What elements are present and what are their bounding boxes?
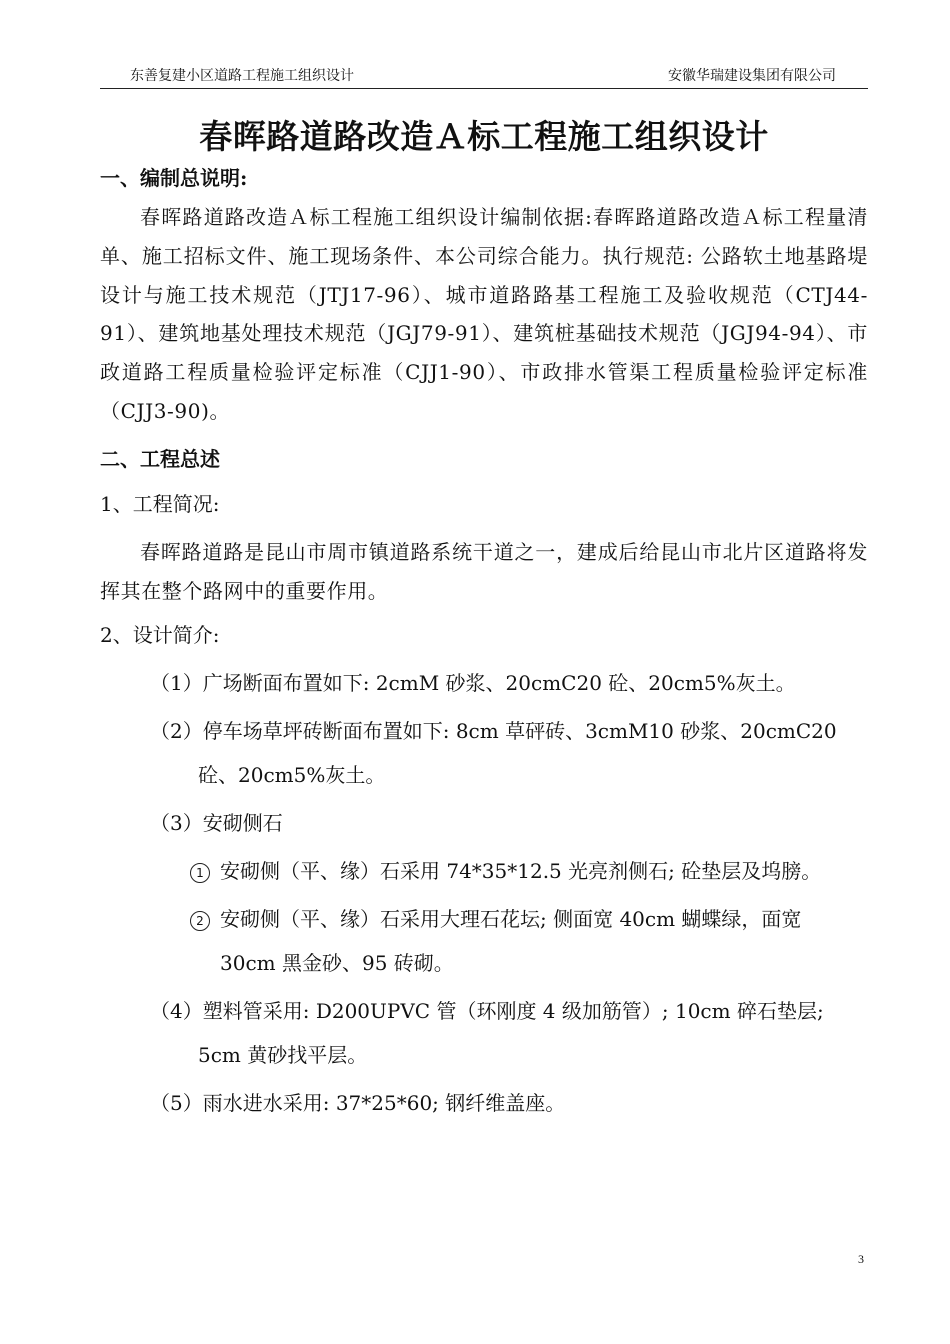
design-item-1: （1）广场断面布置如下: 2cmM 砂浆、20cmC20 砼、20cm5%灰土。	[150, 671, 796, 696]
header-company-name: 安徽华瑞建设集团有限公司	[668, 68, 836, 84]
design-subitem-b-line-1: 安砌侧（平、缘）石采用大理石花坛; 侧面宽 40cm 蝴蝶绿，面宽	[220, 907, 802, 932]
design-item-2	[100, 712, 868, 794]
design-item-4-line-2: 5cm 黄砂找平层。	[198, 1043, 368, 1068]
header-project-name: 东善复建小区道路工程施工组织设计	[130, 68, 354, 84]
document-body	[100, 158, 868, 1122]
design-subitem-b-line-2: 30cm 黑金砂、95 砖砌。	[220, 951, 454, 976]
design-subitem-b	[100, 900, 868, 982]
section-heading-project-overview: 二、工程总述	[100, 446, 220, 471]
design-item-5: （5）雨水进水采用: 37*25*60; 钢纤维盖座。	[150, 1091, 566, 1116]
circled-number-2-icon: 2	[190, 911, 210, 931]
design-subitem-a	[100, 852, 868, 890]
general-notes-paragraph: 春晖路道路改造Ａ标工程施工组织设计编制依据:春晖路道路改造Ａ标工程量清单、施工招标文件、施工现场条件、本公司综合能力。执行规范: 公路软土地基路堤设计与施工技术规范（JTJ17-96）、城市道路路基工程施工及验收规范（CTJ44-91）、建筑地基处理技术规范（JGJ79-91）、建筑桩基础技术规范（JGJ94-94）、市政道路工程质量检验评定标准（CJJ1-90）、市政排水管渠工程质量检验评定标准（CJJ3-90)。	[100, 205, 868, 423]
design-subitem-a-text: 安砌侧（平、缘）石采用 74*35*12.5 光亮剂侧石; 砼垫层及坞膀。	[220, 859, 822, 884]
document-title: 春晖路道路改造Ａ标工程施工组织设计	[199, 117, 769, 156]
circled-number-1-icon: 1	[190, 863, 210, 883]
page-header	[100, 64, 868, 89]
design-item-4-line-1: （4）塑料管采用: D200UPVC 管（环刚度 4 级加筋管）; 10cm 碎石垫层;	[150, 999, 824, 1024]
section-heading-general-notes: 一、编制总说明:	[100, 166, 248, 190]
design-item-2-line-2: 砼、20cm5%灰土。	[198, 763, 386, 788]
design-item-3: （3）安砌侧石	[150, 811, 283, 836]
project-brief-paragraph: 春晖路道路是昆山市周市镇道路系统干道之一，建成后给昆山市北片区道路将发挥其在整个路网中的重要作用。	[100, 539, 868, 603]
design-item-4	[100, 992, 868, 1074]
page-number: 3	[858, 1252, 864, 1266]
subsection-label-design-brief: 2、设计简介:	[100, 623, 220, 648]
design-item-2-line-1: （2）停车场草坪砖断面布置如下: 8cm 草砰砖、3cmM10 砂浆、20cmC20	[150, 719, 837, 744]
subsection-label-project-brief: 1、工程简况:	[100, 491, 220, 516]
